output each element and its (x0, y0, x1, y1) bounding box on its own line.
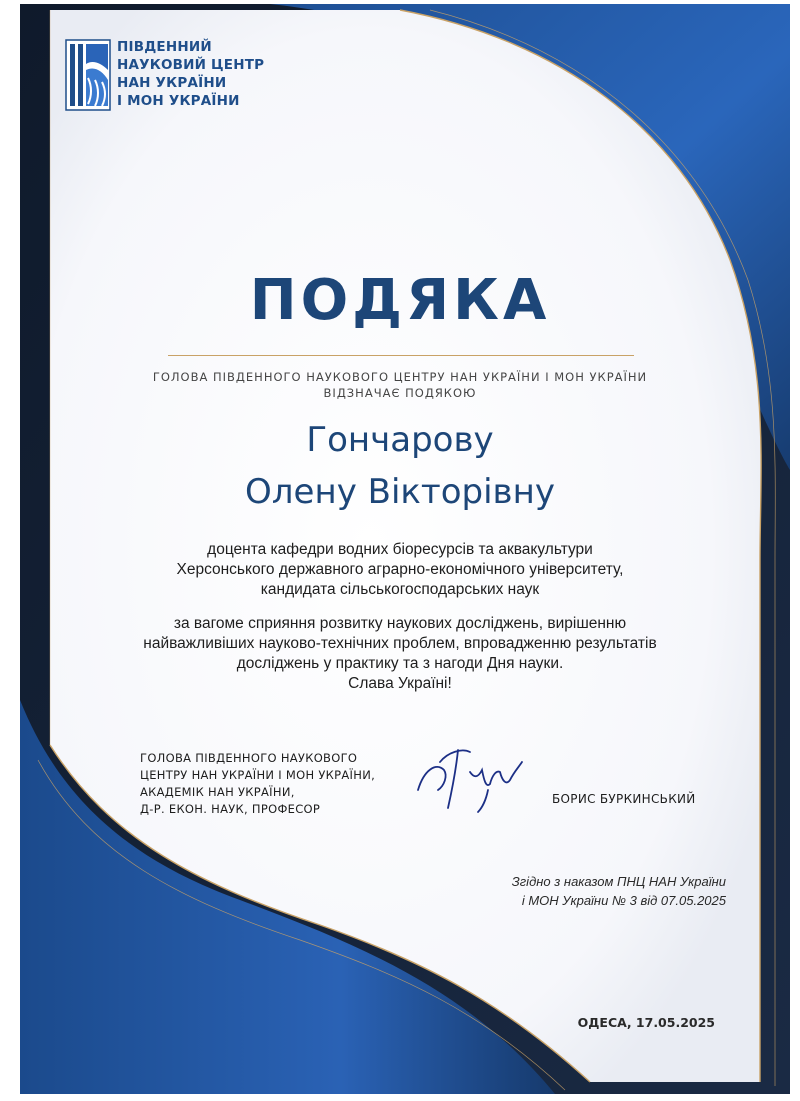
institute-name-line: І МОН УКРАЇНИ (117, 93, 240, 109)
subtitle-line-1: ГОЛОВА ПІВДЕННОГО НАУКОВОГО ЦЕНТРУ НАН УКРАЇНИ І МОН УКРАЇНИ (152, 370, 648, 384)
institute-name (117, 38, 317, 110)
recipient-position (0, 540, 800, 600)
reason-line: Слава Україні! (348, 675, 452, 692)
position-line: доцента кафедри водних біоресурсів та аквакультури (207, 541, 593, 558)
institute-emblem-icon (66, 40, 110, 110)
institute-name-line: НАУКОВИЙ ЦЕНТР (117, 57, 265, 73)
reason-line: досліджень у практику та з нагоди Дня науки. (236, 655, 564, 672)
title-divider (168, 355, 634, 356)
signatory-title-line: АКАДЕМІК НАН УКРАЇНИ, (140, 785, 295, 799)
signatory-title-line: ЦЕНТРУ НАН УКРАЇНИ І МОН УКРАЇНИ, (140, 768, 376, 782)
subtitle-line-2: ВІДЗНАЧАЄ ПОДЯКОЮ (323, 386, 477, 400)
signatory-name: БОРИС БУРКИНСЬКИЙ (552, 792, 696, 806)
reason-line: найважливіших науково-технічних проблем, впровадженню результатів (143, 635, 657, 652)
recipient-surname: Гончарову (306, 420, 494, 460)
order-reference (420, 872, 726, 910)
certificate-title: ПОДЯКА (249, 268, 551, 333)
reason-line: за вагоме сприяння розвитку наукових досліджень, вирішенню (173, 615, 627, 632)
recipient-given-names: Олену Вікторівну (245, 472, 555, 512)
award-reason (0, 614, 800, 694)
position-line: кандидата сільськогосподарських наук (260, 581, 540, 598)
order-line: і МОН України № 3 від 07.05.2025 (521, 893, 726, 908)
order-line: Згідно з наказом ПНЦ НАН України (511, 874, 726, 889)
signatory-title-line: ГОЛОВА ПІВДЕННОГО НАУКОВОГО (140, 751, 358, 765)
institute-name-line: НАН УКРАЇНИ (117, 75, 227, 91)
signatory-title-line: Д-Р. ЕКОН. НАУК, ПРОФЕСОР (140, 802, 321, 816)
institute-name-line: ПІВДЕННИЙ (117, 39, 212, 55)
place-and-date: ОДЕСА, 17.05.2025 (577, 1015, 715, 1030)
position-line: Херсонського державного аграрно-економічного університету, (176, 561, 624, 578)
signatory-title (140, 750, 430, 818)
